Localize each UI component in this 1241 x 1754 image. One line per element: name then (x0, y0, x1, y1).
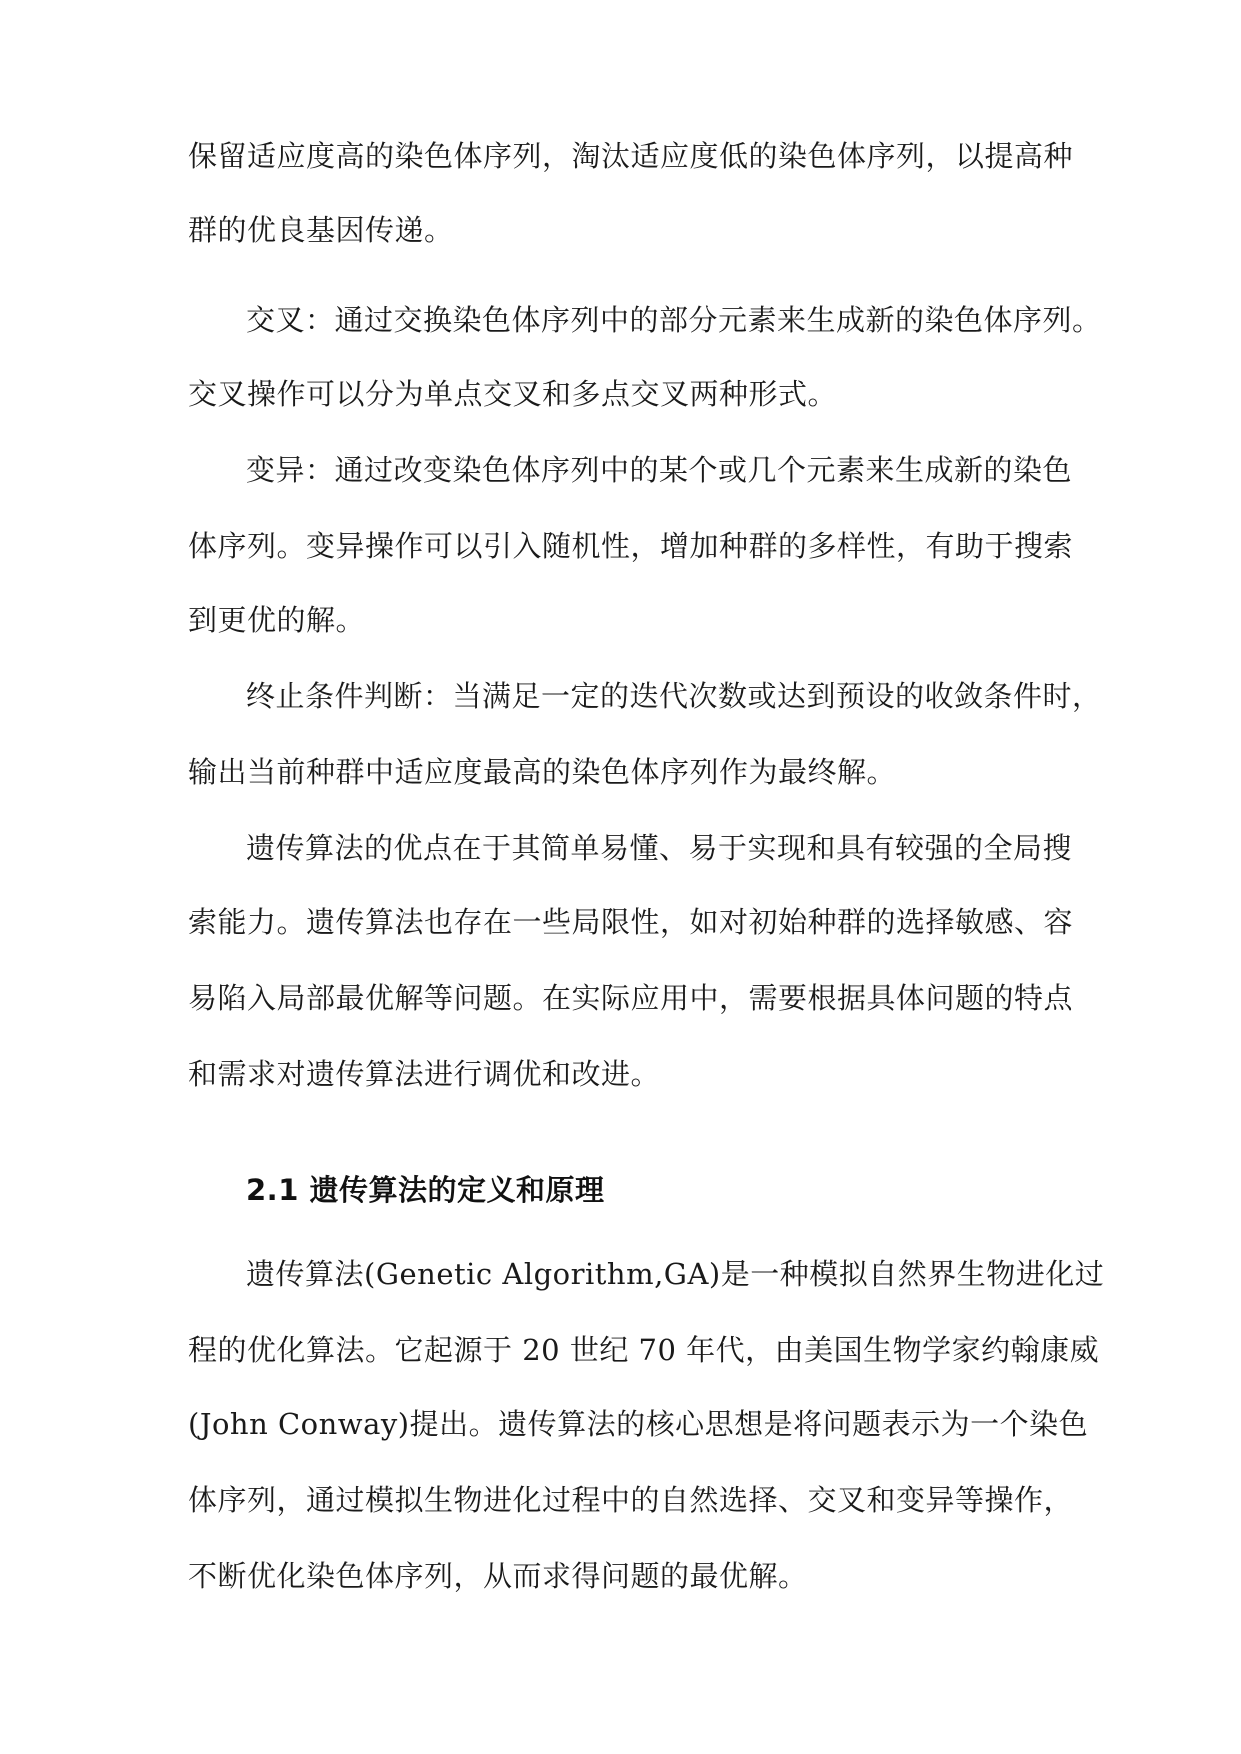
text-line: 不断优化染色体序列，从而求得问题的最优解。 (188, 1559, 808, 1593)
section-heading: 2.1 遗传算法的定义和原理 (246, 1173, 605, 1207)
text-line: 交叉操作可以分为单点交叉和多点交叉两种形式。 (188, 377, 838, 411)
text-line: 遗传算法的优点在于其简单易懂、易于实现和具有较强的全局搜 (246, 831, 1073, 865)
text-line: 到更优的解。 (188, 603, 366, 637)
text-line: 变异：通过改变染色体序列中的某个或几个元素来生成新的染色 (246, 453, 1073, 487)
text-line: 输出当前种群中适应度最高的染色体序列作为最终解。 (188, 755, 897, 789)
text-line: 遗传算法(Genetic Algorithm,GA)是一种模拟自然界生物进化过 (246, 1257, 1105, 1291)
text-line: (John Conway)提出。遗传算法的核心思想是将问题表示为一个染色 (188, 1407, 1089, 1441)
text-line: 易陷入局部最优解等问题。在实际应用中，需要根据具体问题的特点 (188, 981, 1074, 1015)
text-line: 群的优良基因传递。 (188, 213, 454, 247)
text-line: 终止条件判断：当满足一定的迭代次数或达到预设的收敛条件时， (246, 679, 1102, 713)
text-line: 程的优化算法。它起源于 20 世纪 70 年代，由美国生物学家约翰康威 (188, 1333, 1100, 1367)
text-line: 保留适应度高的染色体序列，淘汰适应度低的染色体序列，以提高种 (188, 139, 1074, 173)
text-line: 交叉：通过交换染色体序列中的部分元素来生成新的染色体序列。 (246, 303, 1102, 337)
text-line: 体序列，通过模拟生物进化过程中的自然选择、交叉和变异等操作， (188, 1483, 1074, 1517)
text-line: 和需求对遗传算法进行调优和改进。 (188, 1057, 661, 1091)
text-line: 索能力。遗传算法也存在一些局限性，如对初始种群的选择敏感、容 (188, 905, 1074, 939)
text-line: 体序列。变异操作可以引入随机性，增加种群的多样性，有助于搜索 (188, 529, 1074, 563)
